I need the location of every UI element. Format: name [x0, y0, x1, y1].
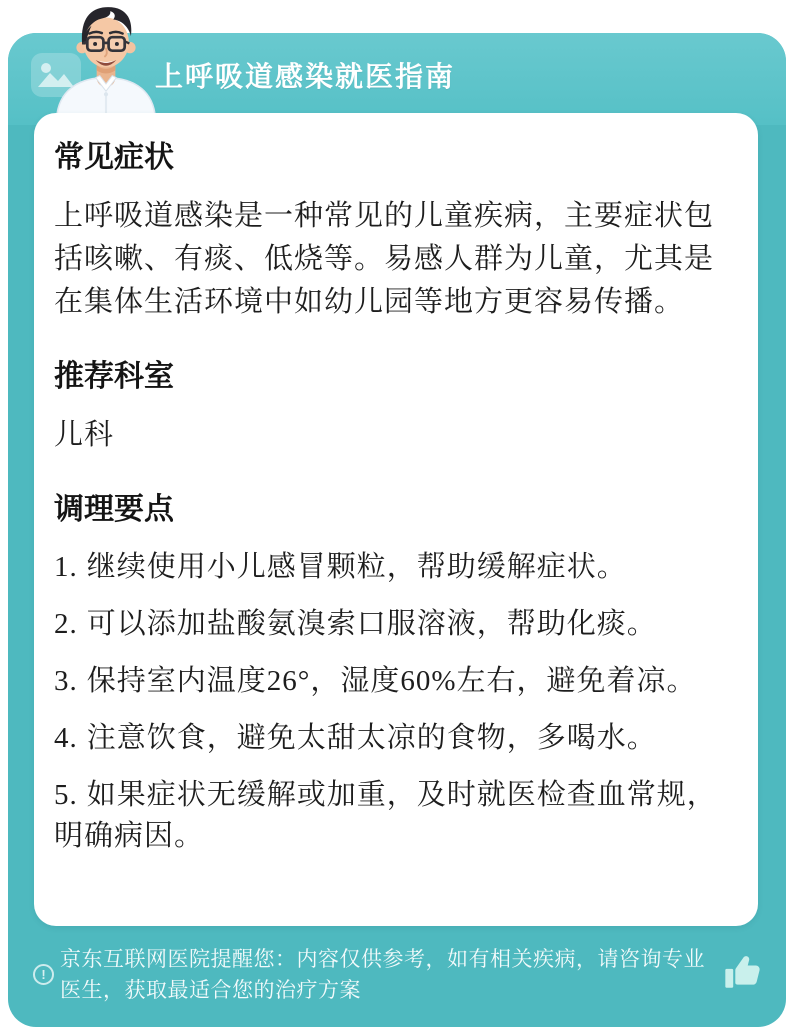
- section-heading-department: 推荐科室: [54, 360, 174, 393]
- section-heading-care-points: 调理要点: [54, 493, 174, 526]
- care-point-text: 如果症状无缓解或加重，及时就医检查血常规，明确病因。: [54, 779, 717, 852]
- care-point-item-4: [54, 718, 738, 759]
- disclaimer-text: 京东互联网医院提醒您：内容仅供参考，如有相关疾病，请咨询专业医生，获取最适合您的治疗方案: [60, 948, 705, 1002]
- thumbs-up-icon[interactable]: [722, 950, 764, 994]
- care-point-text: 继续使用小儿感冒颗粒，帮助缓解症状。: [86, 551, 627, 583]
- care-point-item-3: [54, 661, 738, 702]
- section-heading-symptoms: 常见症状: [54, 141, 174, 174]
- care-point-number: 4.: [54, 722, 78, 754]
- care-point-number: 2.: [54, 608, 78, 640]
- care-points-list: [54, 547, 738, 857]
- care-point-text: 注意饮食，避免太甜太凉的食物，多喝水。: [86, 722, 657, 754]
- symptoms-paragraph: 上呼吸道感染是一种常见的儿童疾病，主要症状包括咳嗽、有痰、低烧等。易感人群为儿童，尤其是在集体生活环境中如幼儿园等地方更容易传播。: [54, 200, 715, 318]
- guide-card: [34, 113, 758, 926]
- care-point-number: 5.: [54, 779, 78, 811]
- care-point-item-2: [54, 604, 738, 645]
- care-point-item-5: [54, 775, 738, 857]
- care-point-text: 可以添加盐酸氨溴索口服溶液，帮助化痰。: [86, 608, 657, 640]
- care-point-text: 保持室内温度26°，湿度60%左右，避免着凉。: [86, 665, 697, 697]
- info-circle-icon: !: [33, 964, 54, 985]
- care-point-number: 3.: [54, 665, 78, 697]
- care-point-number: 1.: [54, 551, 78, 583]
- page-title: 上呼吸道感染就医指南: [155, 61, 456, 92]
- department-value: 儿科: [54, 419, 115, 451]
- care-point-item-1: [54, 547, 738, 588]
- doctor-avatar: [54, 5, 158, 113]
